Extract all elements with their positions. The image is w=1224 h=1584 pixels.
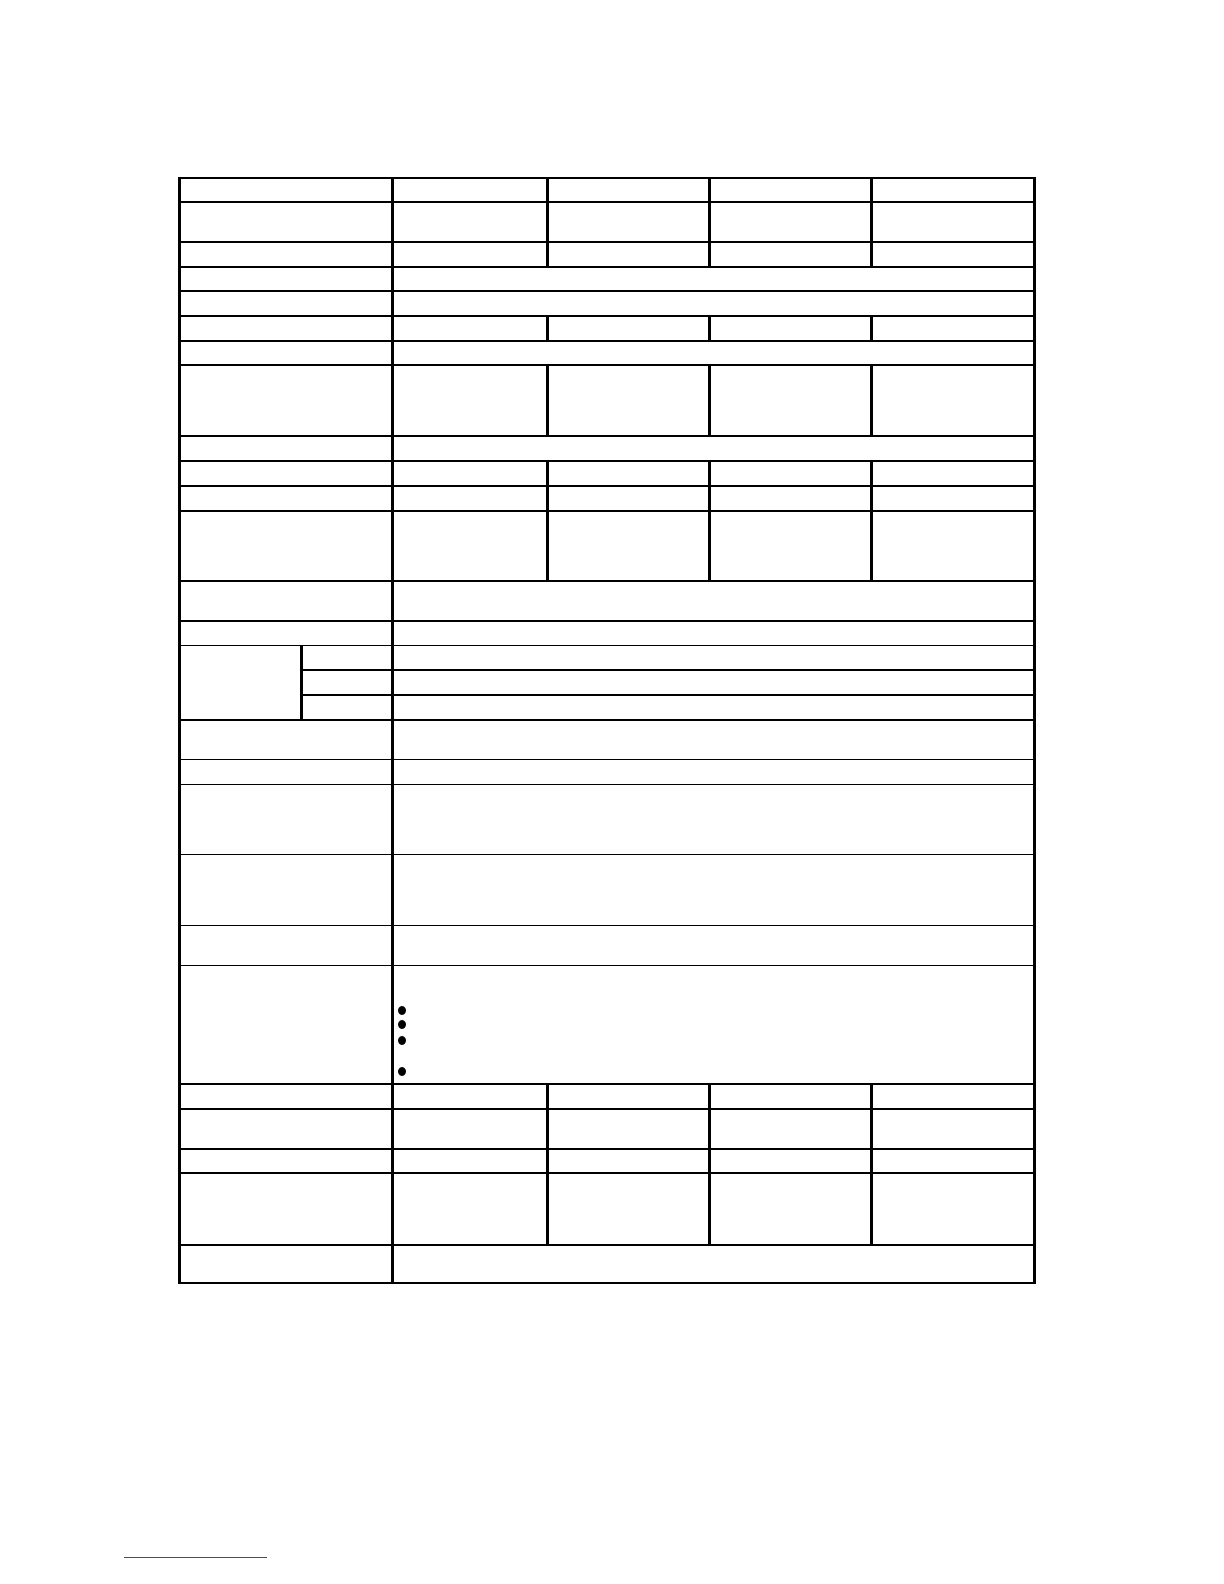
- table-rule-vertical: [870, 510, 873, 582]
- table-rule-vertical: [546, 485, 549, 512]
- table-rule-vertical: [708, 1148, 711, 1174]
- list-bullet-icon: [398, 1036, 406, 1045]
- table-rule-vertical: [870, 1108, 873, 1150]
- table-rule-horizontal: [178, 1148, 1035, 1150]
- table-rule-horizontal: [178, 1083, 1035, 1085]
- table-rule-horizontal: [178, 201, 1035, 203]
- table-rule-vertical: [708, 177, 711, 203]
- table-rule-vertical: [178, 177, 181, 1284]
- table-rule-vertical: [870, 485, 873, 512]
- table-rule-vertical: [708, 510, 711, 582]
- table-rule-horizontal: [178, 460, 1035, 462]
- table-rule-vertical: [546, 315, 549, 342]
- table-rule-horizontal: [178, 485, 1035, 487]
- table-rule-horizontal: [300, 694, 1035, 696]
- table-rule-horizontal: [178, 1108, 1035, 1110]
- table-rule-vertical: [870, 1083, 873, 1110]
- table-rule-vertical: [300, 645, 303, 721]
- table-rule-vertical: [546, 241, 549, 268]
- table-rule-vertical: [708, 241, 711, 268]
- table-rule-horizontal: [300, 669, 1035, 671]
- table-rule-horizontal: [178, 1244, 1035, 1246]
- table-rule-vertical: [708, 1172, 711, 1246]
- table-rule-horizontal: [178, 925, 1035, 926]
- table-rule-vertical: [546, 177, 549, 203]
- table-rule-vertical: [546, 1148, 549, 1174]
- table-rule-horizontal: [178, 580, 1035, 582]
- table-rule-vertical: [870, 1148, 873, 1174]
- list-bullet-icon: [398, 1020, 406, 1029]
- table-rule-vertical: [708, 460, 711, 487]
- table-rule-vertical: [1033, 177, 1036, 1284]
- table-rule-horizontal: [178, 290, 1035, 292]
- table-rule-vertical: [546, 364, 549, 437]
- table-rule-horizontal: [178, 241, 1035, 243]
- table-rule-horizontal: [178, 784, 1035, 785]
- table-rule-horizontal: [178, 719, 1035, 721]
- table-rule-horizontal: [178, 315, 1035, 317]
- table-rule-horizontal: [178, 645, 1035, 646]
- table-rule-horizontal: [178, 340, 1035, 342]
- table-rule-horizontal: [178, 854, 1035, 855]
- table-rule-vertical: [708, 1083, 711, 1110]
- table-rule-vertical: [708, 315, 711, 342]
- table-rule-vertical: [708, 364, 711, 437]
- table-rule-vertical: [391, 177, 394, 1284]
- table-rule-horizontal: [178, 364, 1035, 366]
- table-rule-horizontal: [178, 1172, 1035, 1174]
- table-rule-vertical: [870, 177, 873, 203]
- table-rule-horizontal: [178, 510, 1035, 512]
- table-rule-vertical: [546, 460, 549, 487]
- table-rule-horizontal: [178, 1282, 1035, 1284]
- table-rule-vertical: [870, 364, 873, 437]
- table-rule-vertical: [870, 241, 873, 268]
- table-rule-vertical: [546, 510, 549, 582]
- table-rule-vertical: [870, 460, 873, 487]
- table-rule-horizontal: [178, 266, 1035, 268]
- table-rule-vertical: [708, 1108, 711, 1150]
- footer-link-underline: [124, 1557, 267, 1558]
- table-rule-horizontal: [178, 435, 1035, 437]
- table-rule-vertical: [708, 485, 711, 512]
- table-rule-horizontal: [178, 177, 1035, 179]
- list-bullet-icon: [398, 1067, 406, 1076]
- table-rule-vertical: [870, 201, 873, 243]
- table-rule-vertical: [546, 1172, 549, 1246]
- table-rule-horizontal: [178, 965, 1035, 966]
- table-rule-vertical: [870, 315, 873, 342]
- table-rule-vertical: [546, 1108, 549, 1150]
- table-rule-vertical: [546, 1083, 549, 1110]
- table-rule-vertical: [708, 201, 711, 243]
- table-rule-vertical: [546, 201, 549, 243]
- table-rule-vertical: [870, 1172, 873, 1246]
- table-rule-horizontal: [178, 759, 1035, 760]
- list-bullet-icon: [398, 1006, 406, 1015]
- table-rule-horizontal: [178, 620, 1035, 622]
